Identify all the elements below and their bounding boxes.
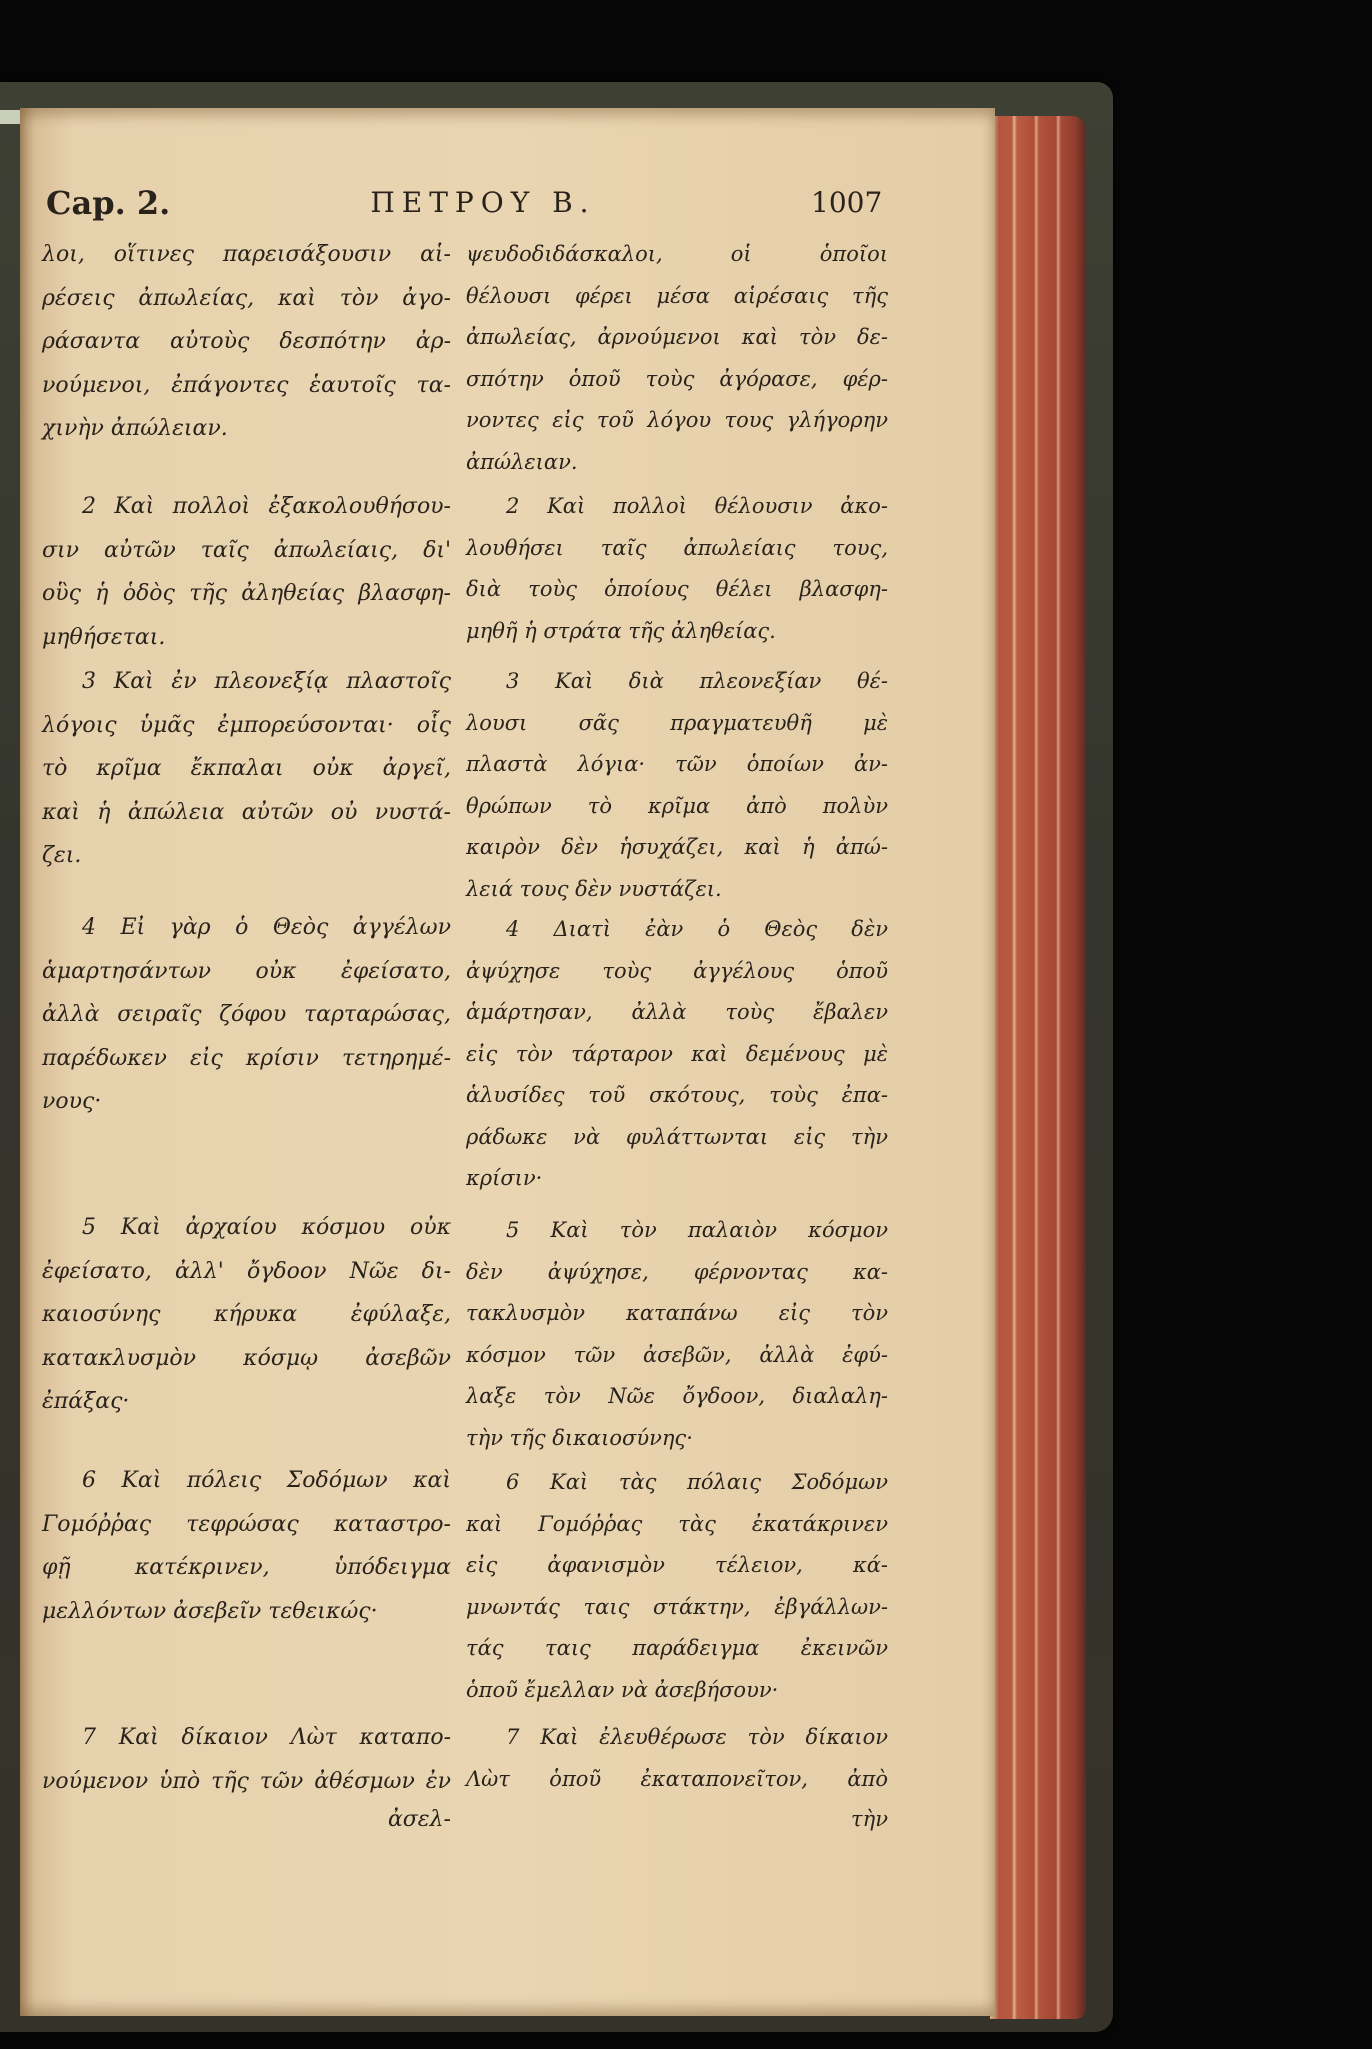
text-line: 3 Καὶ ἐν πλεονεξίᾳ πλαστοῖς [82,669,451,694]
text-line: μηθῆ ἡ στράτα τῆς ἀληθείας. [466,618,776,643]
verse-block [466,1717,888,1800]
text-line: ἁμάρτησαν, ἀλλὰ τοὺς ἔβαλεν [466,1000,888,1024]
text-line: κρίσιν· [466,1166,543,1190]
text-line: ἀψύχησε τοὺς ἀγγέλους ὁποῦ [466,958,888,983]
text-line: καιοσύνης κήρυκα ἐφύλαξε, [42,1302,451,1327]
text-line: 4 Εἰ γὰρ ὁ Θεὸς ἀγγέλων [82,915,451,940]
running-title: ΠΕΤΡΟΥ Β. [370,186,596,219]
text-line: λόγοις ὑμᾶς ἐμπορεύσονται· οἷς [42,712,451,738]
text-line: λουθήσει ταῖς ἀπωλείαις τους, [466,535,888,560]
text-line: ἁλυσίδες τοῦ σκότους, τοὺς ἐπα- [466,1083,888,1107]
verse-block [466,1210,888,1459]
verse-block [42,485,451,659]
text-line: λειά τους δὲν νυστάζει. [466,876,722,901]
text-line: θέλουσι φέρει μέσα αἱρέσαις τῆς [466,283,888,308]
verse-block [42,906,451,1124]
text-line: νούμενον ὑπὸ τῆς τῶν ἀθέσμων ἐν [42,1768,451,1794]
text-line: ἁμαρτησάντων οὐκ ἐφείσατο, [42,958,451,984]
text-line: ἐπάξας· [42,1389,130,1414]
verse-block [42,660,451,878]
text-line: 6 Καὶ πόλεις Σοδόμων καὶ [82,1468,451,1493]
text-line: ράσαντα αὐτοὺς δεσπότην ἀρ- [42,329,451,354]
text-line: τάς ταις παράδειγμα ἐκεινῶν [466,1636,888,1660]
verse-block [466,909,888,1200]
text-line: εἰς τὸν τάρταρον καὶ δεμένους μὲ [466,1041,888,1066]
bookmark-tab [0,110,22,124]
text-line: 5 Καὶ τὸν παλαιὸν κόσμον [506,1218,888,1242]
text-line: λαξε τὸν Νῶε ὄγδοον, διαλαλη- [466,1384,888,1408]
verse-block [42,1459,451,1633]
text-line: ἀλλὰ σειραῖς ζόφου ταρταρώσας, [42,1002,451,1027]
text-line: ψευδοδιδάσκαλοι, οἱ ὁποῖοι [466,242,888,266]
text-line: μνωντάς ταις στάκτην, ἐβγάλλων- [466,1594,888,1619]
text-line: Λὼτ ὁποῦ ἐκαταπονεῖτον, ἀπὸ [466,1766,888,1791]
text-line: οὓς ἡ ὁδὸς τῆς ἀληθείας βλασφη- [42,581,451,606]
text-line: σπότην ὁποῦ τοὺς ἀγόρασε, φέρ- [466,366,888,391]
text-line: ἀπώλειαν. [466,449,578,474]
text-line: 2 Καὶ πολλοὶ θέλουσιν ἀκο- [506,494,888,518]
text-line: ράδωκε νὰ φυλάττωνται εἰς τὴν [466,1124,888,1149]
text-line: 7 Καὶ δίκαιον Λὼτ καταπο- [82,1725,451,1750]
text-line: κόσμον τῶν ἀσεβῶν, ἀλλὰ ἐφύ- [466,1342,888,1367]
text-line: μηθήσεται. [42,624,166,650]
text-line: ρέσεις ἀπωλείας, καὶ τὸν ἀγο- [42,285,451,311]
verse-block [42,1716,451,1803]
text-line: τὴν τῆς δικαιοσύνης· [466,1425,693,1450]
text-line: 7 Καὶ ἐλευθέρωσε τὸν δίκαιον [506,1725,888,1749]
text-line: τακλυσμὸν καταπάνω εἰς τὸν [466,1301,888,1325]
text-line: καιρὸν δὲν ἡσυχάζει, καὶ ἡ ἀπώ- [466,835,888,859]
verse-block [42,233,451,451]
text-line: καὶ ἡ ἀπώλεια αὐτῶν οὐ νυστά- [42,799,451,825]
text-line: δὲν ἀψύχησε, φέρνοντας κα- [466,1259,888,1284]
text-line: φῇ κατέκρινεν, ὑπόδειγμα [42,1555,451,1580]
text-line: μελλόντων ἀσεβεῖν τεθεικώς· [42,1598,378,1624]
red-page-edges [990,116,1086,2019]
text-line: 3 Καὶ διὰ πλεονεξίαν θέ- [506,669,888,693]
text-line: 4 Διατὶ ἐὰν ὁ Θεὸς δὲν [506,917,888,941]
text-line: τὸ κρῖμα ἔκπαλαι οὐκ ἀργεῖ, [42,756,451,781]
text-line: Γομόῤῥας τεφρώσας καταστρο- [42,1511,451,1537]
text-line: 2 Καὶ πολλοὶ ἐξακολουθήσου- [82,494,451,519]
text-line: λοι, οἵτινες παρεισάξουσιν αἱ- [42,242,451,267]
verse-block [42,1206,451,1424]
page-number: 1007 [811,186,883,219]
verse-block [466,486,888,652]
text-line: νους· [42,1089,102,1114]
text-line: καὶ Γομόῤῥας τὰς ἐκατάκρινεν [466,1511,888,1536]
verse-block [466,234,888,483]
verse-block [466,1462,888,1711]
text-line: κατακλυσμὸν κόσμῳ ἀσεβῶν [42,1345,451,1371]
text-line: ὁποῦ ἔμελλαν νὰ ἀσεβήσουν· [466,1677,779,1702]
text-line: σιν αὐτῶν ταῖς ἀπωλείαις, δι' [42,537,451,563]
chapter-heading: Cap. 2. [46,184,171,222]
text-line: ἀπωλείας, ἀρνούμενοι καὶ τὸν δε- [466,325,888,349]
text-line: διὰ τοὺς ὁποίους θέλει βλασφη- [466,577,888,601]
verse-block [466,661,888,910]
text-line: νοντες εἰς τοῦ λόγου τους γλήγορην [466,408,888,432]
ancient-greek-column [42,0,451,2049]
text-line: εἰς ἀφανισμὸν τέλειον, κά- [466,1553,888,1577]
text-line: 5 Καὶ ἀρχαίου κόσμου οὐκ [82,1215,451,1240]
text-line: θρώπων τὸ κρῖμα ἀπὸ πολὺν [466,793,888,818]
text-line: ἐφείσατο, ἀλλ' ὄγδοον Νῶε δι- [42,1258,451,1284]
text-line: λουσι σᾶς πραγματευθῆ μὲ [466,710,888,735]
text-line: νούμενοι, ἐπάγοντες ἑαυτοῖς τα- [42,372,451,398]
text-line: 6 Καὶ τὰς πόλαις Σοδόμων [506,1470,888,1494]
modern-greek-column [466,0,888,2049]
text-line: πλαστὰ λόγια· τῶν ὁποίων ἀν- [466,752,888,776]
catchword: ἀσελ- [387,1807,451,1832]
text-line: ζει. [42,843,82,868]
text-line: παρέδωκεν εἰς κρίσιν τετηρημέ- [42,1045,451,1071]
catchword: τὴν [851,1807,888,1831]
text-line: χινὴν ἀπώλειαν. [42,416,228,441]
